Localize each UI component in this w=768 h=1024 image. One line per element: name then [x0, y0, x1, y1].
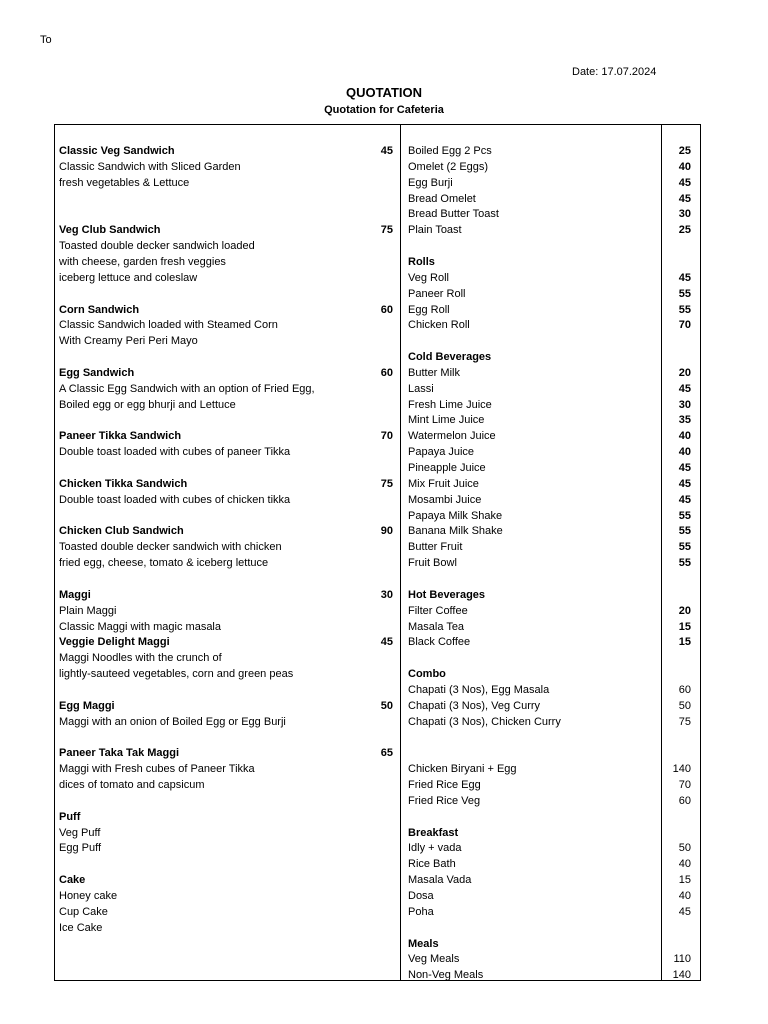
- menu-item-text: Bread Butter Toast: [408, 208, 499, 221]
- menu-item-text: Chapati (3 Nos), Egg Masala: [408, 683, 550, 696]
- menu-item-price: 70: [678, 779, 691, 791]
- menu-item-price: 50: [678, 699, 691, 712]
- menu-item-price: 25: [678, 145, 691, 157]
- menu-section-heading: Egg Maggi: [59, 699, 115, 712]
- menu-item-text: with cheese, garden fresh veggies: [59, 255, 226, 268]
- menu-item-price: 15: [678, 620, 691, 633]
- menu-item-price: 40: [678, 430, 691, 443]
- menu-item-text: A Classic Egg Sandwich with an option of Fried Egg,: [59, 382, 315, 395]
- menu-item-price: 75: [380, 224, 393, 237]
- menu-item-text: Filter Coffee: [408, 604, 468, 617]
- menu-section-heading: Classic Veg Sandwich: [59, 145, 175, 157]
- menu-item-price: 30: [678, 208, 691, 221]
- menu-item-text: Masala Tea: [408, 620, 465, 633]
- menu-item-text: Double toast loaded with cubes of chicken tikka: [59, 493, 291, 506]
- menu-item-text: Maggi Noodles with the crunch of: [59, 652, 222, 665]
- menu-item-text: lightly-sauteed vegetables, corn and green peas: [59, 668, 294, 681]
- menu-item-text: Maggi with an onion of Boiled Egg or Egg Burji: [59, 715, 286, 728]
- quotation-table: [54, 124, 701, 981]
- menu-item-price: 60: [380, 366, 393, 379]
- menu-section-heading: Combo: [408, 668, 446, 681]
- menu-item-text: Poha: [408, 905, 434, 918]
- menu-item-text: Lassi: [408, 382, 434, 395]
- menu-item-price: 140: [672, 969, 691, 982]
- menu-item-price: 65: [380, 747, 393, 760]
- menu-item-price: 55: [678, 287, 691, 300]
- menu-section-heading: Breakfast: [408, 826, 459, 839]
- menu-item-price: 75: [380, 477, 393, 490]
- menu-item-text: Pineapple Juice: [408, 462, 486, 474]
- menu-item-text: Masala Vada: [408, 874, 472, 887]
- menu-section-heading: Veggie Delight Maggi: [59, 636, 170, 649]
- menu-item-price: 40: [678, 160, 691, 173]
- menu-item-price: 70: [678, 319, 691, 332]
- menu-item-price: 55: [678, 509, 691, 522]
- menu-item-price: 30: [678, 398, 691, 411]
- menu-item-text: fresh vegetables & Lettuce: [59, 176, 190, 189]
- menu-item-text: Fresh Lime Juice: [408, 398, 492, 411]
- menu-item-text: Toasted double decker sandwich loaded: [59, 240, 255, 253]
- menu-item-text: Veg Roll: [408, 271, 449, 284]
- menu-item-text: Maggi with Fresh cubes of Paneer Tikka: [59, 763, 255, 776]
- menu-section-heading: Paneer Taka Tak Maggi: [59, 747, 180, 760]
- menu-item-price: 45: [678, 176, 691, 189]
- menu-section-heading: Meals: [408, 937, 439, 950]
- menu-item-price: 45: [380, 636, 393, 649]
- menu-item-price: 45: [678, 462, 691, 474]
- menu-item-text: Chapati (3 Nos), Veg Curry: [408, 699, 541, 712]
- recipient-label: To: [40, 34, 52, 46]
- menu-section-heading: Chicken Tikka Sandwich: [59, 477, 188, 490]
- menu-item-price: 45: [678, 905, 691, 918]
- menu-item-text: Chicken Biryani + Egg: [408, 763, 517, 776]
- menu-item-text: Butter Milk: [408, 366, 460, 379]
- menu-section-heading: Paneer Tikka Sandwich: [59, 430, 182, 443]
- menu-item-text: Veg Puff: [59, 826, 101, 839]
- menu-item-text: Omelet (2 Eggs): [408, 160, 489, 173]
- menu-item-price: 40: [678, 858, 691, 871]
- menu-item-price: 60: [678, 683, 691, 696]
- menu-item-text: Paneer Roll: [408, 287, 466, 300]
- menu-item-price: 60: [678, 794, 691, 807]
- menu-item-text: Boiled Egg 2 Pcs: [408, 145, 492, 157]
- menu-section-heading: Chicken Club Sandwich: [59, 525, 184, 538]
- menu-item-text: Toasted double decker sandwich with chicken: [59, 541, 282, 554]
- menu-item-text: Bread Omelet: [408, 192, 476, 205]
- menu-item-text: Watermelon Juice: [408, 430, 496, 443]
- menu-item-text: Banana Milk Shake: [408, 525, 503, 538]
- menu-section-heading: Puff: [59, 810, 81, 823]
- menu-item-price: 45: [678, 477, 691, 490]
- menu-section-heading: Hot Beverages: [408, 588, 486, 601]
- menu-item-text: Papaya Milk Shake: [408, 509, 503, 522]
- menu-item-price: 35: [678, 414, 691, 427]
- menu-section-heading: Veg Club Sandwich: [59, 224, 161, 237]
- menu-section-heading: Corn Sandwich: [59, 303, 140, 316]
- menu-item-price: 55: [678, 303, 691, 316]
- menu-item-price: 50: [380, 699, 393, 712]
- menu-item-text: Classic Sandwich loaded with Steamed Corn: [59, 319, 278, 332]
- menu-item-text: Ice Cake: [59, 921, 103, 934]
- menu-item-text: Boiled egg or egg bhurji and Lettuce: [59, 398, 236, 411]
- menu-item-text: Idly + vada: [408, 842, 462, 855]
- menu-item-price: 45: [678, 271, 691, 284]
- menu-item-text: Classic Maggi with magic masala: [59, 620, 221, 633]
- menu-item-text: Butter Fruit: [408, 541, 463, 554]
- menu-item-price: 110: [673, 953, 691, 966]
- menu-item-price: 25: [678, 224, 691, 237]
- menu-item-text: Plain Maggi: [59, 604, 117, 617]
- menu-item-text: dices of tomato and capsicum: [59, 779, 205, 791]
- menu-item-price: 40: [678, 446, 691, 459]
- menu-item-price: 45: [678, 493, 691, 506]
- menu-item-text: Egg Puff: [59, 842, 101, 855]
- menu-item-text: Fried Rice Egg: [408, 779, 481, 791]
- menu-item-price: 20: [678, 366, 691, 379]
- menu-item-price: 55: [678, 525, 691, 538]
- menu-item-price: 55: [678, 541, 691, 554]
- menu-item-text: Black Coffee: [408, 636, 471, 649]
- menu-item-text: Mosambi Juice: [408, 493, 482, 506]
- menu-item-text: Papaya Juice: [408, 446, 475, 459]
- menu-item-price: 20: [678, 604, 691, 617]
- menu-item-text: Honey cake: [59, 889, 118, 902]
- menu-item-price: 60: [380, 303, 393, 316]
- document-title: QUOTATION: [345, 85, 423, 100]
- menu-item-price: 40: [678, 889, 691, 902]
- menu-item-text: Double toast loaded with cubes of paneer Tikka: [59, 446, 291, 459]
- menu-item-text: Fruit Bowl: [408, 557, 457, 570]
- menu-section-heading: Egg Sandwich: [59, 366, 135, 379]
- menu-item-text: Egg Roll: [408, 303, 450, 316]
- menu-item-price: 75: [678, 715, 691, 728]
- menu-item-price: 90: [380, 525, 393, 538]
- menu-item-text: Dosa: [408, 889, 434, 902]
- menu-item-text: Chapati (3 Nos), Chicken Curry: [408, 715, 561, 728]
- menu-item-price: 45: [380, 145, 393, 157]
- menu-item-text: Plain Toast: [408, 224, 462, 237]
- menu-item-price: 15: [678, 636, 691, 649]
- menu-item-text: fried egg, cheese, tomato & iceberg lettuce: [59, 557, 269, 570]
- column-divider: [661, 125, 662, 980]
- document-subtitle: Quotation for Cafeteria: [324, 104, 444, 116]
- menu-item-price: 55: [678, 557, 691, 570]
- menu-item-text: Rice Bath: [408, 858, 456, 871]
- menu-section-heading: Maggi: [59, 588, 91, 601]
- menu-item-text: Cup Cake: [59, 905, 108, 918]
- menu-item-price: 45: [678, 382, 691, 395]
- menu-section-heading: Cake: [59, 874, 86, 887]
- column-divider: [400, 125, 401, 980]
- menu-item-text: Mint Lime Juice: [408, 414, 485, 427]
- menu-item-text: Chicken Roll: [408, 319, 470, 332]
- menu-item-text: Egg Burji: [408, 176, 453, 189]
- menu-item-price: 45: [678, 192, 691, 205]
- menu-item-text: Fried Rice Veg: [408, 794, 481, 807]
- menu-item-text: With Creamy Peri Peri Mayo: [59, 335, 198, 348]
- menu-section-heading: Cold Beverages: [408, 351, 492, 364]
- menu-section-heading: Rolls: [408, 255, 435, 268]
- menu-item-text: iceberg lettuce and coleslaw: [59, 271, 198, 284]
- menu-item-price: 140: [672, 763, 691, 776]
- menu-item-text: Veg Meals: [408, 953, 460, 966]
- menu-item-price: 50: [678, 842, 691, 855]
- menu-item-price: 30: [380, 588, 393, 601]
- menu-item-text: Mix Fruit Juice: [408, 477, 479, 490]
- menu-item-price: 70: [380, 430, 393, 443]
- quotation-date: Date: 17.07.2024: [572, 66, 657, 78]
- menu-item-text: Classic Sandwich with Sliced Garden: [59, 160, 241, 173]
- menu-item-price: 15: [678, 874, 691, 887]
- menu-item-text: Non-Veg Meals: [408, 969, 484, 982]
